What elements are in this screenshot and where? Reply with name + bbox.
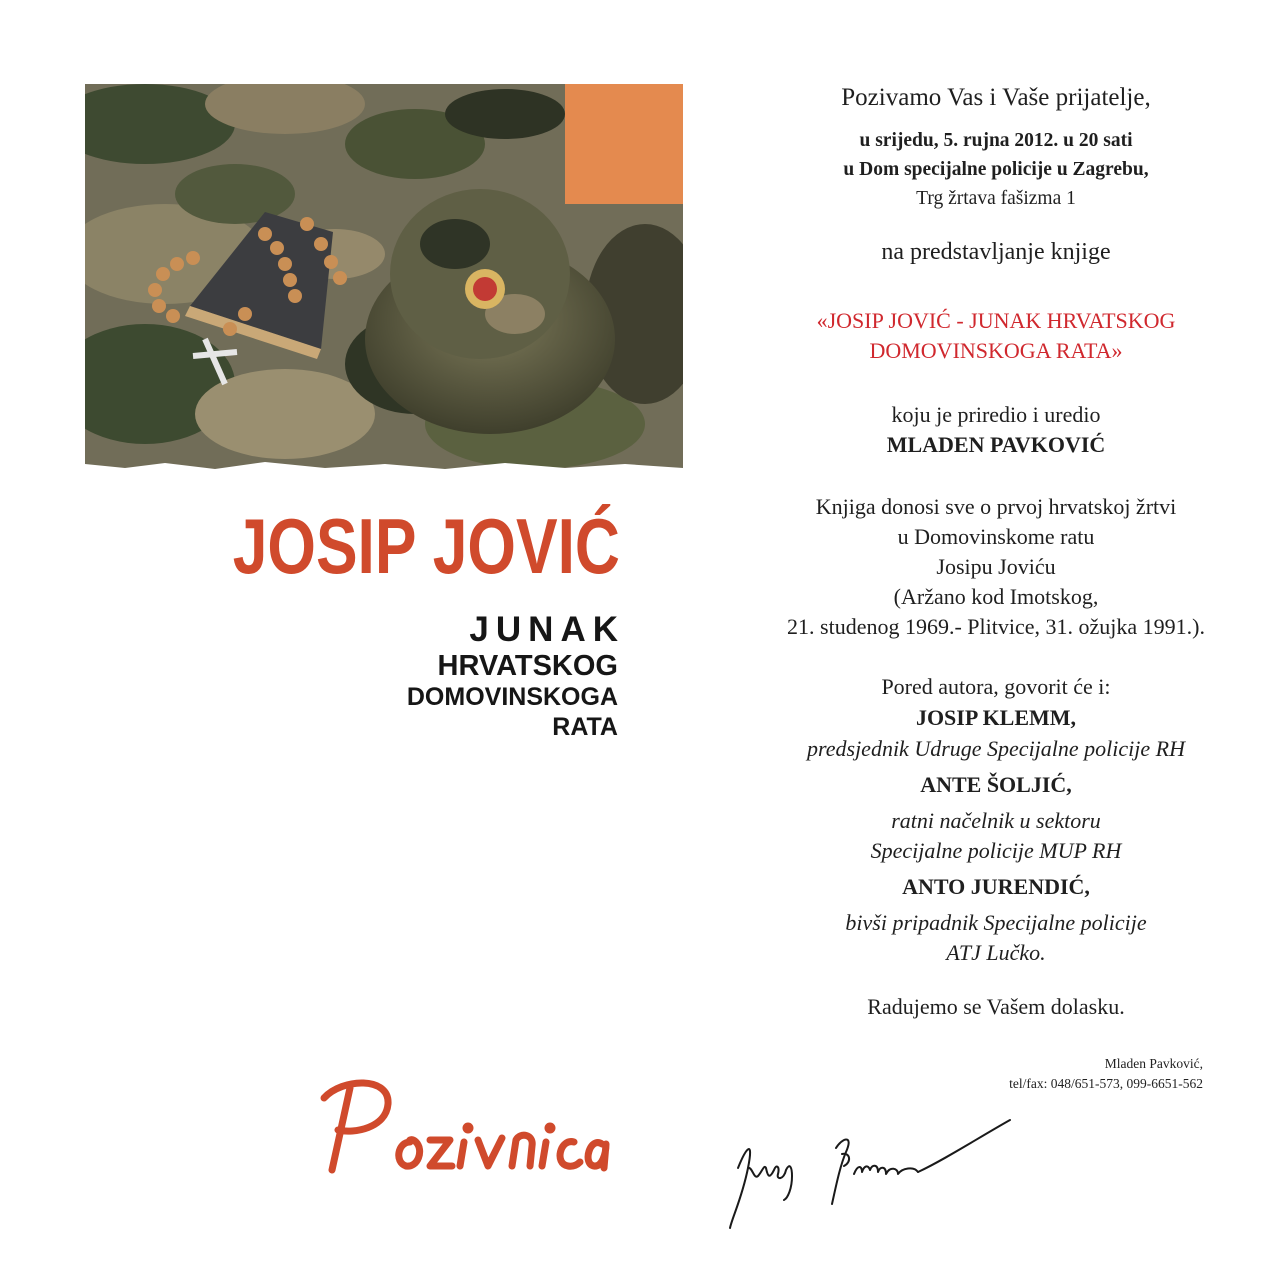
subtitle-line: JUNAK xyxy=(469,610,625,649)
closing-line: Radujemo se Vašem dolasku. xyxy=(867,994,1125,1019)
pozivnica-script-lettering xyxy=(302,1070,622,1190)
invitation-greeting-block xyxy=(776,82,1216,114)
book-title-line: DOMOVINSKOGA RATA» xyxy=(869,338,1123,363)
book-author-title: JOSIP JOVIĆ xyxy=(232,502,620,590)
speaker-name: JOSIP KLEMM, xyxy=(915,705,1077,730)
speaker-role: ratni načelnik u sektoru xyxy=(891,808,1101,833)
editor-intro: koju je priredio i uredio xyxy=(891,402,1101,427)
event-venue: u Dom specijalne policije u Zagrebu, xyxy=(843,159,1149,180)
book-title-line: «JOSIP JOVIĆ - JUNAK HRVATSKOG xyxy=(816,308,1176,333)
event-details-block xyxy=(776,126,1216,213)
book-subtitle xyxy=(300,610,625,742)
intro-block xyxy=(776,236,1216,268)
camouflage-photo-image xyxy=(85,84,683,472)
contact-phone: tel/fax: 048/651-573, 099-6651-562 xyxy=(1009,1076,1203,1091)
description-line: u Domovinskome ratu xyxy=(897,524,1095,549)
description-line: 21. studenog 1969.- Plitvice, 31. ožujka 1991.). xyxy=(787,614,1205,639)
description-line: (Aržano kod Imotskog, xyxy=(893,584,1099,609)
subtitle-line: DOMOVINSKOGA xyxy=(406,683,618,711)
subtitle-line: RATA xyxy=(552,713,618,741)
speaker-role: ATJ Lučko. xyxy=(946,940,1046,965)
cover-photo xyxy=(85,84,683,472)
editor-name: MLADEN PAVKOVIĆ xyxy=(886,432,1106,457)
speaker-role: Specijalne policije MUP RH xyxy=(870,838,1122,863)
editor-block xyxy=(776,400,1216,460)
speaker-name: ANTO JURENDIĆ, xyxy=(902,874,1090,899)
speakers-intro: Pored autora, govorit će i: xyxy=(881,674,1111,699)
signature xyxy=(718,1108,1018,1238)
event-date: u srijedu, 5. rujna 2012. u 20 sati xyxy=(859,130,1133,151)
speaker-role: bivši pripadnik Specijalne policije xyxy=(845,910,1147,935)
description-line: Josipu Joviću xyxy=(936,554,1056,579)
description-block xyxy=(776,492,1216,642)
description-line: Knjiga donosi sve o prvoj hrvatskoj žrtvi xyxy=(815,494,1177,519)
speakers-block xyxy=(776,672,1216,968)
speaker-name: ANTE ŠOLJIĆ, xyxy=(920,772,1072,797)
book-title-block xyxy=(776,306,1216,366)
contact-name: Mladen Pavković, xyxy=(1104,1056,1203,1071)
speaker-role: predsjednik Udruge Specijalne policije RH xyxy=(807,736,1185,761)
subtitle-line: HRVATSKOG xyxy=(437,650,618,682)
closing-block xyxy=(776,992,1216,1022)
presentation-intro: na predstavljanje knjige xyxy=(881,239,1111,265)
contact-block xyxy=(1009,1054,1203,1094)
event-address: Trg žrtava fašizma 1 xyxy=(916,188,1076,209)
greeting: Pozivamo Vas i Vaše prijatelje, xyxy=(841,84,1151,111)
